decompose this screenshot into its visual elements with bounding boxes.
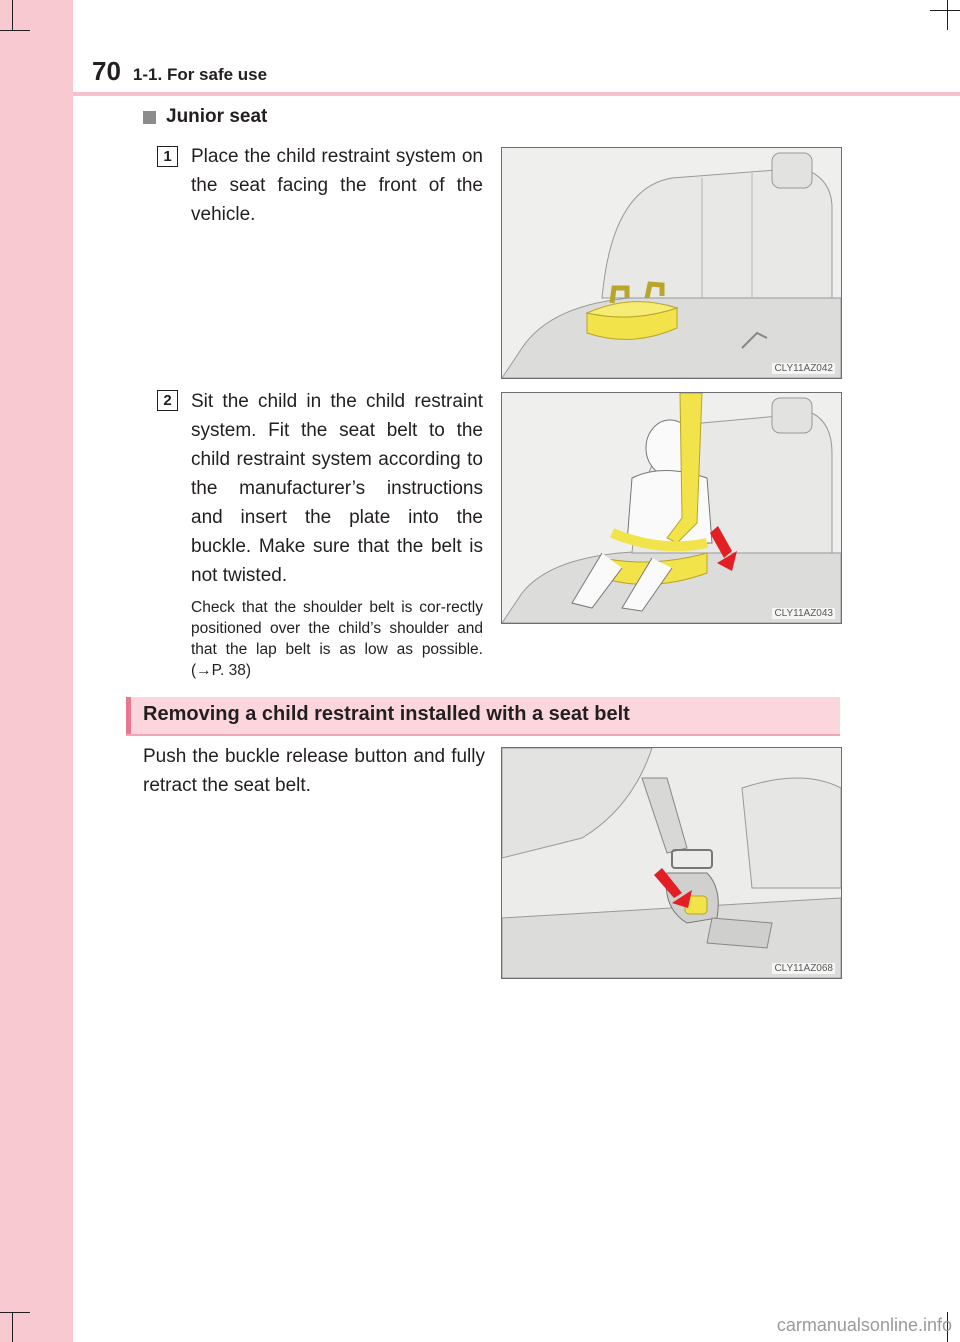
step-number-1: 1 — [157, 146, 178, 167]
sub-heading — [143, 106, 267, 128]
section-title: 1-1. For safe use — [132, 65, 268, 84]
watermark: carmanualsonline.info — [776, 1315, 952, 1335]
step-2-note: Check that the shoulder belt is cor-rectly positioned over the child’s shoulder and that the lap belt is as low as possible. (→P. 38) — [191, 599, 483, 679]
figure-code: CLY11AZ068 — [774, 963, 833, 974]
figure-child-seated-with-belt — [501, 392, 842, 624]
figure-buckle-release — [501, 747, 842, 979]
crop-mark — [0, 30, 30, 31]
page-header — [92, 56, 267, 87]
crop-mark — [12, 1312, 13, 1342]
step-2-text: Sit the child in the child restraint system. Fit the seat belt to the child restraint system according to the manufacturer’s instructions and insert the plate into the buckle. Make sure that the belt is not twisted. — [191, 391, 483, 586]
figure-code: CLY11AZ042 — [774, 363, 833, 374]
side-tab-band — [0, 0, 73, 1342]
crop-mark — [0, 1312, 30, 1313]
crop-mark — [947, 0, 948, 30]
section-banner — [126, 697, 840, 736]
banner-title: Removing a child restraint installed with a seat belt — [143, 703, 630, 725]
crop-mark — [930, 10, 960, 11]
header-rule — [73, 92, 960, 96]
page-number: 70 — [92, 56, 121, 86]
step-1-text: Place the child restraint system on the seat facing the front of the vehicle. — [191, 146, 483, 225]
crop-mark — [12, 0, 13, 30]
banner-accent-bar — [126, 697, 131, 734]
figure-junior-seat-placement — [501, 147, 842, 379]
square-bullet-icon — [143, 111, 156, 124]
sub-heading-text: Junior seat — [166, 106, 268, 127]
step-number-2: 2 — [157, 390, 178, 411]
removal-text: Push the buckle release button and fully retract the seat belt. — [143, 746, 485, 796]
figure-code: CLY11AZ043 — [774, 608, 833, 619]
